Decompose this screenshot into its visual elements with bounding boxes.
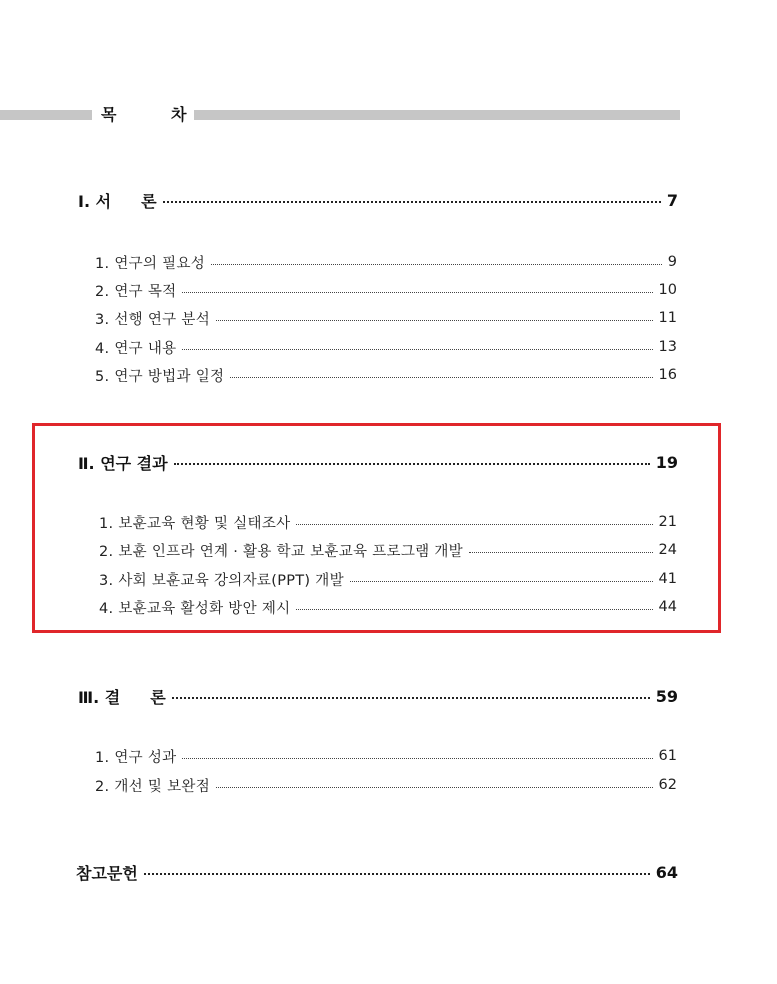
toc-section-3-2[interactable] [95, 775, 677, 795]
section-label: 2. 보훈 인프라 연계 · 활용 학교 보훈교육 프로그램 개발 [99, 543, 463, 560]
section-page: 24 [658, 542, 677, 558]
dot-leader [216, 787, 653, 788]
dot-leader [144, 873, 650, 875]
toc-title-char-2: 차 [171, 105, 187, 124]
toc-title-char-1: 목 [101, 105, 117, 124]
toc-chapter-1[interactable] [78, 189, 678, 211]
chapter-1-word-1: 서 [95, 191, 112, 211]
dot-leader [296, 524, 652, 525]
section-page: 16 [658, 367, 677, 383]
references-label: 참고문헌 [76, 863, 138, 883]
section-label: 2. 연구 목적 [95, 283, 177, 300]
toc-section-1-3[interactable] [95, 308, 677, 328]
dot-leader [230, 377, 652, 378]
chapter-2-label: Ⅱ. 연구 결과 [78, 453, 168, 473]
dot-leader [216, 320, 653, 321]
section-label: 1. 연구 성과 [95, 749, 177, 766]
chapter-1-page: 7 [666, 190, 678, 210]
dot-leader [182, 758, 652, 759]
dot-leader [172, 697, 650, 699]
section-page: 10 [658, 282, 677, 298]
dot-leader [163, 201, 661, 203]
dot-leader [350, 581, 653, 582]
section-page: 13 [658, 339, 677, 355]
chapter-3-page: 59 [655, 686, 678, 706]
dot-leader [469, 552, 653, 553]
section-page: 21 [658, 514, 677, 530]
section-label: 4. 연구 내용 [95, 340, 177, 357]
toc-section-1-2[interactable] [95, 280, 677, 300]
toc-section-2-2[interactable] [99, 540, 677, 560]
section-page: 61 [658, 748, 677, 764]
toc-section-1-4[interactable] [95, 337, 677, 357]
chapter-1-numeral: Ⅰ. [78, 191, 91, 211]
section-page: 62 [658, 777, 677, 793]
title-bar-left-rule [0, 110, 92, 120]
chapter-3-numeral: Ⅲ. [78, 687, 100, 707]
toc-section-3-1[interactable] [95, 746, 677, 766]
dot-leader [296, 609, 652, 610]
toc-section-2-4[interactable] [99, 597, 677, 617]
dot-leader [182, 292, 652, 293]
section-label: 2. 개선 및 보완점 [95, 778, 211, 795]
references-page: 64 [655, 862, 678, 882]
section-page: 9 [667, 254, 677, 270]
section-label: 1. 보훈교육 현황 및 실태조사 [99, 515, 291, 532]
toc-section-1-1[interactable] [95, 252, 677, 272]
chapter-3-word-1: 결 [104, 687, 121, 707]
chapter-1-word-2: 론 [141, 191, 157, 211]
dot-leader [182, 349, 652, 350]
chapter-2-page: 19 [655, 452, 678, 472]
section-label: 3. 선행 연구 분석 [95, 311, 211, 328]
toc-title-bar [0, 106, 680, 124]
section-page: 44 [658, 599, 677, 615]
toc-section-2-3[interactable] [99, 569, 677, 589]
chapter-3-label [78, 685, 166, 708]
section-label: 5. 연구 방법과 일정 [95, 368, 225, 385]
title-bar-right-rule [194, 110, 680, 120]
toc-chapter-3[interactable] [78, 685, 678, 707]
toc-references[interactable] [76, 861, 678, 883]
section-label: 3. 사회 보훈교육 강의자료(PPT) 개발 [99, 572, 344, 589]
dot-leader [211, 264, 662, 265]
section-page: 11 [658, 310, 677, 326]
dot-leader [174, 463, 650, 465]
section-label: 1. 연구의 필요성 [95, 255, 206, 272]
toc-section-1-5[interactable] [95, 365, 677, 385]
chapter-1-label [78, 189, 157, 212]
section-page: 41 [658, 571, 677, 587]
toc-section-2-1[interactable] [99, 512, 677, 532]
section-label: 4. 보훈교육 활성화 방안 제시 [99, 600, 291, 617]
toc-chapter-2[interactable] [78, 451, 678, 473]
chapter-3-word-2: 론 [150, 687, 166, 707]
